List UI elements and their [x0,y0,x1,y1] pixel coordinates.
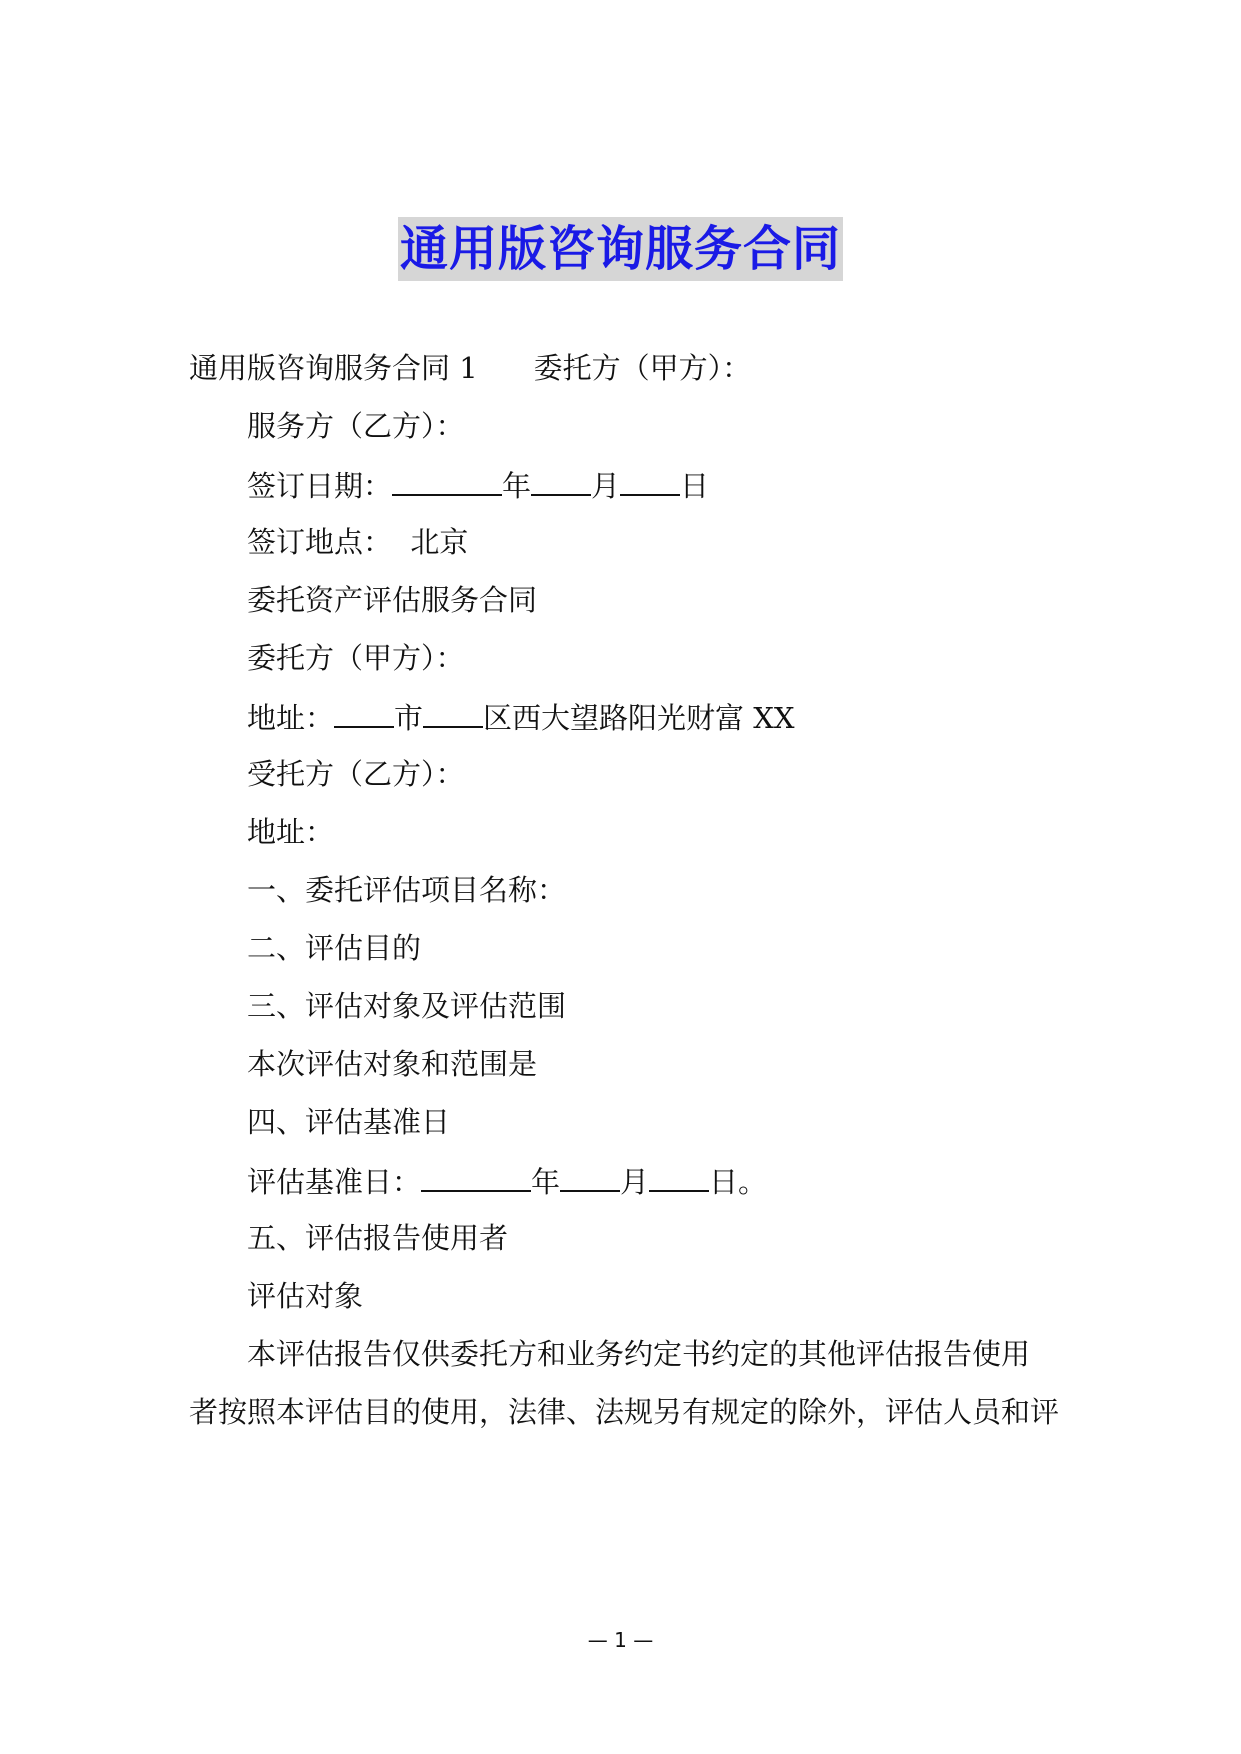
line-trustee-party: 受托方（乙方）： [247,757,465,791]
base-date-year-blank [421,1160,531,1192]
district-road-text: 区西大望路阳光财富 XX [483,701,795,735]
sign-date-day-blank [620,464,680,496]
section-2-heading: 二、评估目的 [247,931,422,965]
section-3-body: 本次评估对象和范围是 [247,1047,538,1081]
base-date-year-label: 年 [531,1165,561,1199]
sign-date-month-blank [531,464,591,496]
section-1-heading: 一、委托评估项目名称： [247,873,567,907]
first-line-left: 通用版咨询服务合同 1 [189,351,478,385]
base-date-day-blank [649,1160,709,1192]
page-number: — 1 — [587,1628,654,1652]
city-blank [334,696,394,728]
sign-date-month-label: 月 [591,469,621,503]
sign-date-label: 签订日期： [247,469,393,503]
first-line-right: 委托方（甲方）： [533,351,752,385]
line-sign-place: 签订地点： 北京 [247,525,469,559]
line-sign-date [247,464,709,506]
line-client-address [247,696,795,738]
document-title: 通用版咨询服务合同 [398,217,843,281]
line-service-party: 服务方（乙方）： [247,409,465,443]
base-date-month-blank [560,1160,620,1192]
sign-date-year-label: 年 [502,469,532,503]
line-trustee-address: 地址： [247,815,335,849]
base-date-month-label: 月 [620,1165,650,1199]
paragraph-line-2: 者按照本评估目的使用，法律、法规另有规定的除外，评估人员和评 [189,1395,1060,1429]
base-date-day-label: 日。 [709,1165,768,1199]
base-date-label: 评估基准日： [247,1165,422,1199]
sign-date-year-blank [392,464,502,496]
title-container [0,217,1241,281]
client-address-label: 地址： [247,701,335,735]
city-label: 市 [394,701,424,735]
sign-date-day-label: 日 [680,469,710,503]
line-client-party: 委托方（甲方）： [247,641,465,675]
line-contract-name: 委托资产评估服务合同 [247,583,538,617]
section-4-heading: 四、评估基准日 [247,1105,451,1139]
first-line [189,348,751,388]
district-blank [423,696,483,728]
line-base-date [247,1160,767,1202]
line-eval-object: 评估对象 [247,1279,364,1313]
paragraph-line-1: 本评估报告仅供委托方和业务约定书约定的其他评估报告使用 [247,1337,1031,1371]
section-5-heading: 五、评估报告使用者 [247,1221,509,1255]
section-3-heading: 三、评估对象及评估范围 [247,989,567,1023]
